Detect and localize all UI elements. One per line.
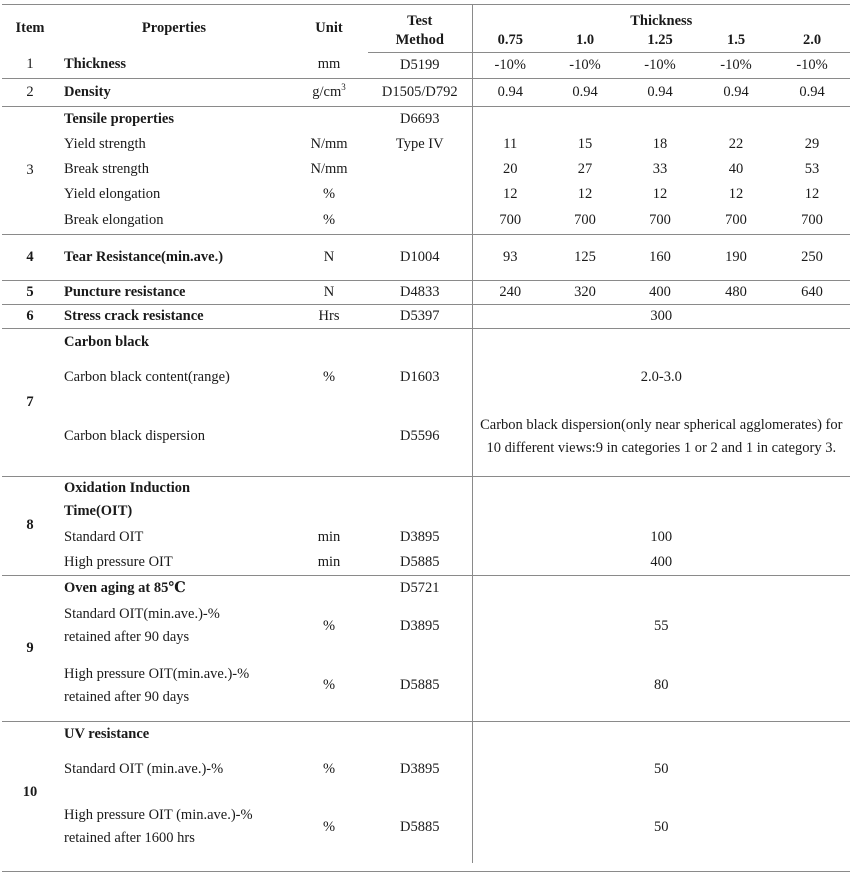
- value-all-thickness: 100: [472, 524, 850, 550]
- property-name: Oven aging at 85℃: [64, 580, 186, 597]
- test-method: [368, 157, 472, 182]
- value-all-thickness: 300: [472, 304, 850, 328]
- value-empty: [472, 575, 850, 601]
- label-line-1: High pressure OIT(min.ave.)-%: [64, 665, 250, 682]
- table-row-thickness: [2, 52, 850, 78]
- unit: N/mm: [310, 161, 348, 177]
- test-method: D6693: [400, 110, 440, 127]
- value-1-0: 0.94: [548, 78, 622, 106]
- sub-property-name: Standard OIT: [64, 528, 144, 545]
- test-method: D5199: [368, 52, 472, 78]
- table-row-yield-strength: [2, 132, 850, 157]
- value-2-0: -10%: [774, 52, 850, 78]
- unit: N: [290, 234, 368, 280]
- value-1-25: 18: [652, 136, 668, 152]
- header-unit: Unit: [315, 19, 343, 36]
- value-1-5: -10%: [698, 52, 774, 78]
- test-method: D5397: [368, 304, 472, 328]
- property-name: Puncture resistance: [58, 280, 290, 304]
- unit: Hrs: [290, 304, 368, 328]
- value-1-5: 22: [728, 136, 744, 152]
- item-number: 8: [2, 476, 58, 575]
- header-thickness-1-25: 1.25: [622, 30, 698, 52]
- value-1-0: 12: [577, 186, 593, 202]
- header-item: Item: [15, 19, 45, 36]
- table-row-oven-aging-title: [2, 575, 850, 601]
- property-name: Density: [58, 78, 290, 106]
- value-all-thickness: 50: [472, 791, 850, 863]
- table-row-high-pressure-oit: [2, 550, 850, 575]
- value-1-0: -10%: [548, 52, 622, 78]
- value-1-5: 190: [698, 234, 774, 280]
- item-number: 1: [2, 52, 58, 78]
- value-0-75: -10%: [472, 52, 548, 78]
- value-1-0: 125: [548, 234, 622, 280]
- unit: [290, 78, 368, 106]
- sub-property-name: [58, 791, 290, 863]
- value-all-thickness: 400: [472, 550, 850, 575]
- header-thickness-2-0: 2.0: [774, 30, 850, 52]
- value-0-75: 11: [472, 132, 548, 157]
- sub-property-name: [58, 651, 290, 721]
- value-all-thickness: 55: [472, 601, 850, 651]
- test-method: Type IV: [395, 136, 444, 152]
- unit: min: [317, 528, 341, 545]
- value-all-thickness: 2.0-3.0: [472, 356, 850, 398]
- value-all-thickness: 50: [472, 747, 850, 791]
- unit: [290, 398, 368, 476]
- sub-property-name: Carbon black dispersion: [58, 398, 290, 476]
- test-method: D3895: [400, 617, 440, 634]
- header-thickness-1-5: 1.5: [698, 30, 774, 52]
- table-bottom-rule: [2, 871, 850, 872]
- item-number: 5: [2, 280, 58, 304]
- value-all-thickness: 80: [472, 651, 850, 721]
- test-method: D4833: [368, 280, 472, 304]
- unit: %: [322, 368, 336, 385]
- label-line-2: retained after 90 days: [64, 629, 190, 645]
- value-2-0: 12: [804, 186, 820, 202]
- table-row-oven-high-pressure-oit: [2, 651, 850, 721]
- test-method: [368, 476, 472, 524]
- sub-property-name: High pressure OIT: [58, 550, 290, 575]
- table-row-oven-standard-oit: [2, 601, 850, 651]
- label-line-1: High pressure OIT (min.ave.)-%: [64, 807, 253, 823]
- test-method: D5885: [368, 550, 472, 575]
- value-2-0: 29: [804, 136, 820, 152]
- value-2-0: 250: [774, 234, 850, 280]
- test-method: [368, 328, 472, 356]
- item-number: 2: [2, 78, 58, 106]
- property-name: UV resistance: [64, 725, 150, 742]
- unit: %: [322, 186, 336, 202]
- table-row-density: [2, 78, 850, 106]
- unit: %: [322, 818, 336, 835]
- test-method: D1004: [368, 234, 472, 280]
- value-1-0: 27: [577, 161, 593, 177]
- table-row-carbon-black-dispersion: [2, 398, 850, 476]
- sub-property-name: Carbon black content(range): [64, 368, 230, 385]
- value-1-0: 15: [577, 136, 593, 152]
- unit: [290, 106, 368, 132]
- table-row-yield-elongation: [2, 182, 850, 207]
- unit: [290, 721, 368, 747]
- unit-base: g/cm: [312, 83, 342, 100]
- item-number: 3: [2, 106, 58, 234]
- label-line-2: retained after 90 days: [64, 688, 190, 705]
- value-0-75: 240: [472, 280, 548, 304]
- table-row-uv-title: [2, 721, 850, 747]
- item-number: 10: [22, 783, 38, 800]
- table-row-oit-title: [2, 476, 850, 524]
- label-line-2: retained after 1600 hrs: [64, 830, 195, 846]
- value-empty: [472, 328, 850, 356]
- table-row-break-elongation: [2, 207, 850, 234]
- sub-property-name: Yield strength: [64, 136, 146, 152]
- test-method: [368, 721, 472, 747]
- value-2-0: 640: [774, 280, 850, 304]
- unit: min: [290, 550, 368, 575]
- value-1-5: 480: [698, 280, 774, 304]
- unit: mm: [290, 52, 368, 78]
- value-2-0: 53: [804, 161, 820, 177]
- item-number: 7: [2, 328, 58, 476]
- table-row-uv-high-pressure-oit: [2, 791, 850, 863]
- unit: %: [322, 617, 336, 634]
- property-name: [58, 476, 290, 524]
- header-thickness: Thickness: [472, 4, 850, 30]
- value-empty: [472, 106, 850, 132]
- table-row-stress-crack: [2, 304, 850, 328]
- test-method: [368, 207, 472, 234]
- label-line-1: Standard OIT(min.ave.)-%: [64, 606, 220, 622]
- value-1-0: 700: [548, 207, 622, 234]
- table-row-uv-standard-oit: [2, 747, 850, 791]
- value-empty: [472, 476, 850, 524]
- test-method: D1505/D792: [368, 78, 472, 106]
- header-test-method-line1: [368, 4, 472, 30]
- sub-property-name: Standard OIT (min.ave.)-%: [64, 760, 224, 777]
- dispersion-requirement-text: Carbon black dispersion(only near spherical agglomerates) for 10 different views:9 in categories 1 or 2 and 1 in category 3.: [480, 416, 843, 456]
- value-empty: [472, 721, 850, 747]
- value-0-75: 0.94: [472, 78, 548, 106]
- value-1-25: 160: [622, 234, 698, 280]
- header-test-method-line2: Method: [368, 30, 472, 52]
- test-method: [368, 182, 472, 207]
- unit: %: [290, 651, 368, 721]
- value-1-5: 12: [728, 186, 744, 202]
- test-method: D5596: [368, 398, 472, 476]
- value-0-75: 700: [472, 207, 548, 234]
- sub-property-name: [58, 601, 290, 651]
- item-number: 9: [2, 575, 58, 721]
- table-row-carbon-black-content: [2, 356, 850, 398]
- sub-property-name: Yield elongation: [64, 186, 161, 202]
- item-number: 6: [2, 304, 58, 328]
- header-test-label: Test: [407, 13, 433, 29]
- property-name: Thickness: [58, 52, 290, 78]
- value-1-25: 700: [622, 207, 698, 234]
- unit: [290, 476, 368, 524]
- test-method: D5721: [400, 579, 440, 596]
- item-number: 4: [2, 234, 58, 280]
- header-thickness-0-75: 0.75: [472, 30, 548, 52]
- test-method: D5885: [400, 818, 440, 835]
- property-name: Carbon black: [64, 333, 150, 350]
- sub-property-name: Break strength: [64, 161, 149, 177]
- value-all-thickness: [472, 398, 850, 476]
- unit: N: [290, 280, 368, 304]
- value-1-25: -10%: [622, 52, 698, 78]
- unit: %: [290, 207, 368, 234]
- value-2-0: 700: [774, 207, 850, 234]
- value-2-0: 0.94: [774, 78, 850, 106]
- title-line-2: Time(OIT): [64, 503, 133, 520]
- value-1-0: 320: [548, 280, 622, 304]
- title-line-1: Oxidation Induction: [64, 480, 191, 497]
- value-1-5: 0.94: [698, 78, 774, 106]
- value-1-25: 0.94: [622, 78, 698, 106]
- unit: N/mm: [310, 136, 348, 152]
- property-name: Tensile properties: [64, 110, 174, 127]
- header-thickness-1-0: 1.0: [548, 30, 622, 52]
- unit: %: [322, 760, 336, 777]
- value-0-75: 93: [472, 234, 548, 280]
- unit: [290, 328, 368, 356]
- value-0-75: 20: [472, 157, 548, 182]
- value-1-5: 700: [698, 207, 774, 234]
- table-row-tensile-title: [2, 106, 850, 132]
- unit: [290, 575, 368, 601]
- test-method: D5885: [368, 651, 472, 721]
- unit-superscript: 3: [341, 81, 346, 92]
- value-1-25: 12: [652, 186, 668, 202]
- table-row-standard-oit: [2, 524, 850, 550]
- table-row-break-strength: [2, 157, 850, 182]
- value-1-25: 33: [652, 161, 668, 177]
- value-1-5: 40: [728, 161, 744, 177]
- table-row-puncture-resistance: [2, 280, 850, 304]
- header-properties: Properties: [141, 19, 207, 36]
- value-1-25: 400: [622, 280, 698, 304]
- geomembrane-spec-table: [2, 4, 850, 863]
- test-method: D1603: [400, 368, 440, 385]
- property-name: Tear Resistance(min.ave.): [58, 234, 290, 280]
- test-method: D3895: [400, 528, 440, 545]
- table-row-carbon-black-title: [2, 328, 850, 356]
- value-0-75: 12: [472, 182, 548, 207]
- table-row-tear-resistance: [2, 234, 850, 280]
- header-row-top: [2, 4, 850, 30]
- sub-property-name: Break elongation: [58, 207, 290, 234]
- property-name: Stress crack resistance: [58, 304, 290, 328]
- test-method: D3895: [400, 760, 440, 777]
